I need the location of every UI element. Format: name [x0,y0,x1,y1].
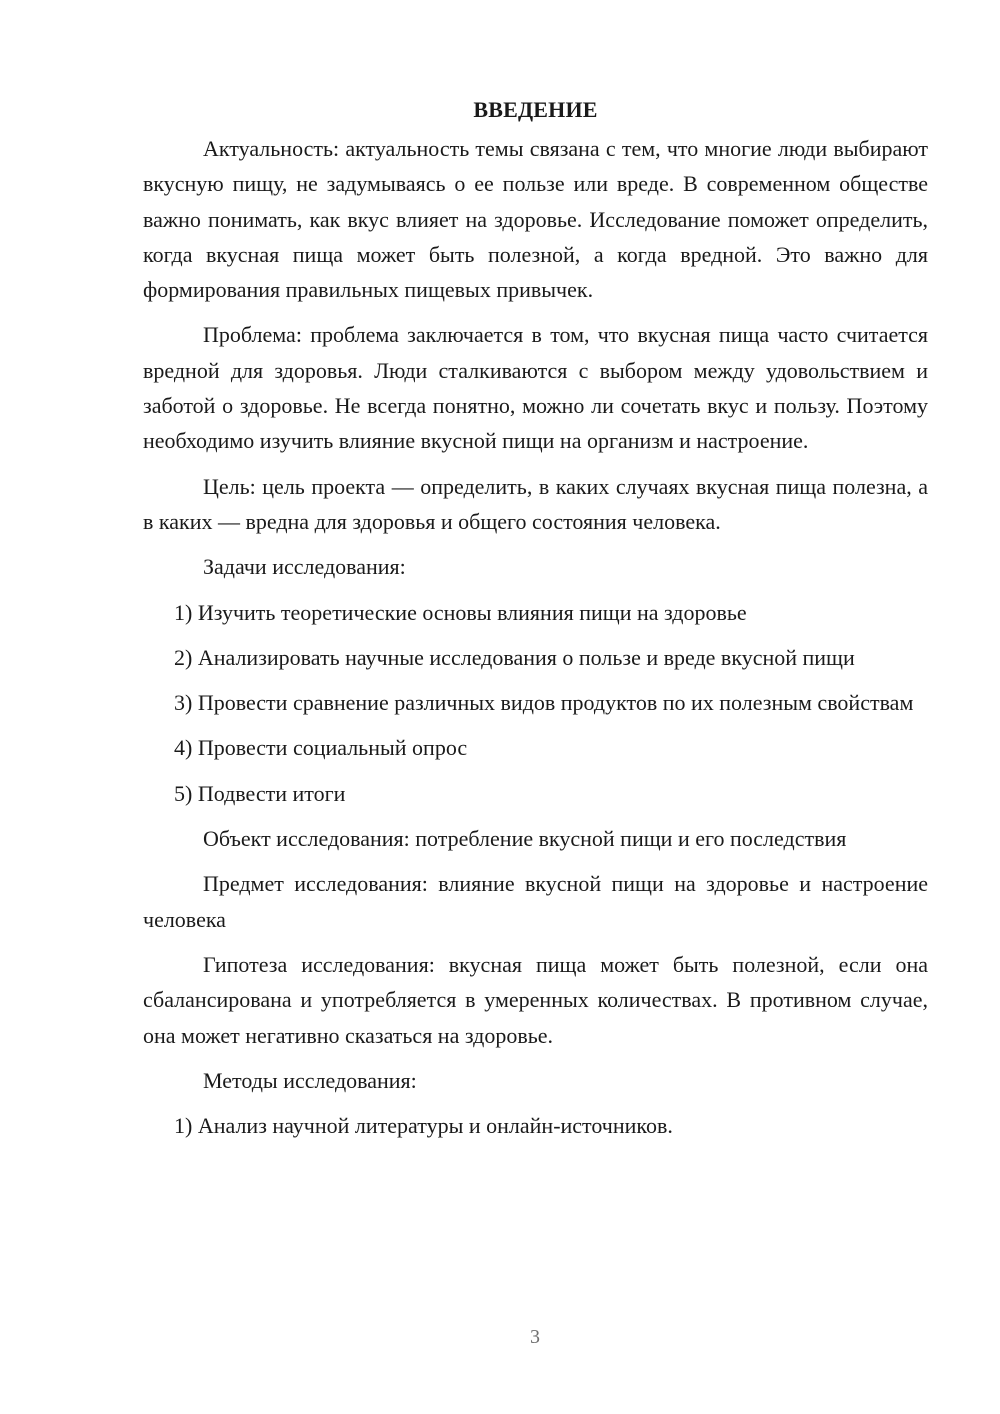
page-title: ВВЕДЕНИЕ [473,97,598,122]
object-paragraph: Объект исследования: потребление вкусной пищи и его последствия [203,826,847,852]
goal-paragraph: Цель: цель проекта — определить, в каких случаях вкусная пища полезна, а в каких — вредна для здоровья и общего состояния человека. [143,473,928,534]
task-item-4: 4) Провести социальный опрос [174,735,468,761]
task-item-2: 2) Анализировать научные исследования о пользе и вреде вкусной пищи [174,644,855,670]
problem-paragraph: Проблема: проблема заключается в том, что вкусная пища часто считается вредной для здоровья. Люди сталкиваются с выбором между удовольствием и заботой о здоровье. Не всегда понятно, можно ли сочетать вкус и пользу. Поэтому необходимо изучить влияние вкусной пищи на организм и настроение. [143,322,928,454]
page-number: 3 [530,1326,540,1348]
document-page [143,92,928,1153]
methods-heading: Методы исследования: [203,1067,417,1093]
relevance-paragraph: Актуальность: актуальность темы связана с тем, что многие люди выбирают вкусную пищу, не задумываясь о ее пользе или вреде. В современном обществе важно понимать, как вкус влияет на здоровье. Исследование поможет определить, когда вкусная пища может быть полезной, а когда вредной. Это важно для формирования правильных пищевых привычек. [143,136,928,303]
subject-paragraph: Предмет исследования: влияние вкусной пищи на здоровье и настроение человека [143,871,928,932]
method-item-1: 1) Анализ научной литературы и онлайн-источников. [174,1113,673,1139]
task-item-5: 5) Подвести итоги [174,780,346,806]
hypothesis-paragraph: Гипотеза исследования: вкусная пища может быть полезной, если она сбалансирована и употребляется в умеренных количествах. В противном случае, она может негативно сказаться на здоровье. [143,951,928,1048]
tasks-heading: Задачи исследования: [203,554,406,580]
task-item-1: 1) Изучить теоретические основы влияния пищи на здоровье [174,599,747,625]
task-item-3: 3) Провести сравнение различных видов продуктов по их полезным свойствам [174,690,914,716]
